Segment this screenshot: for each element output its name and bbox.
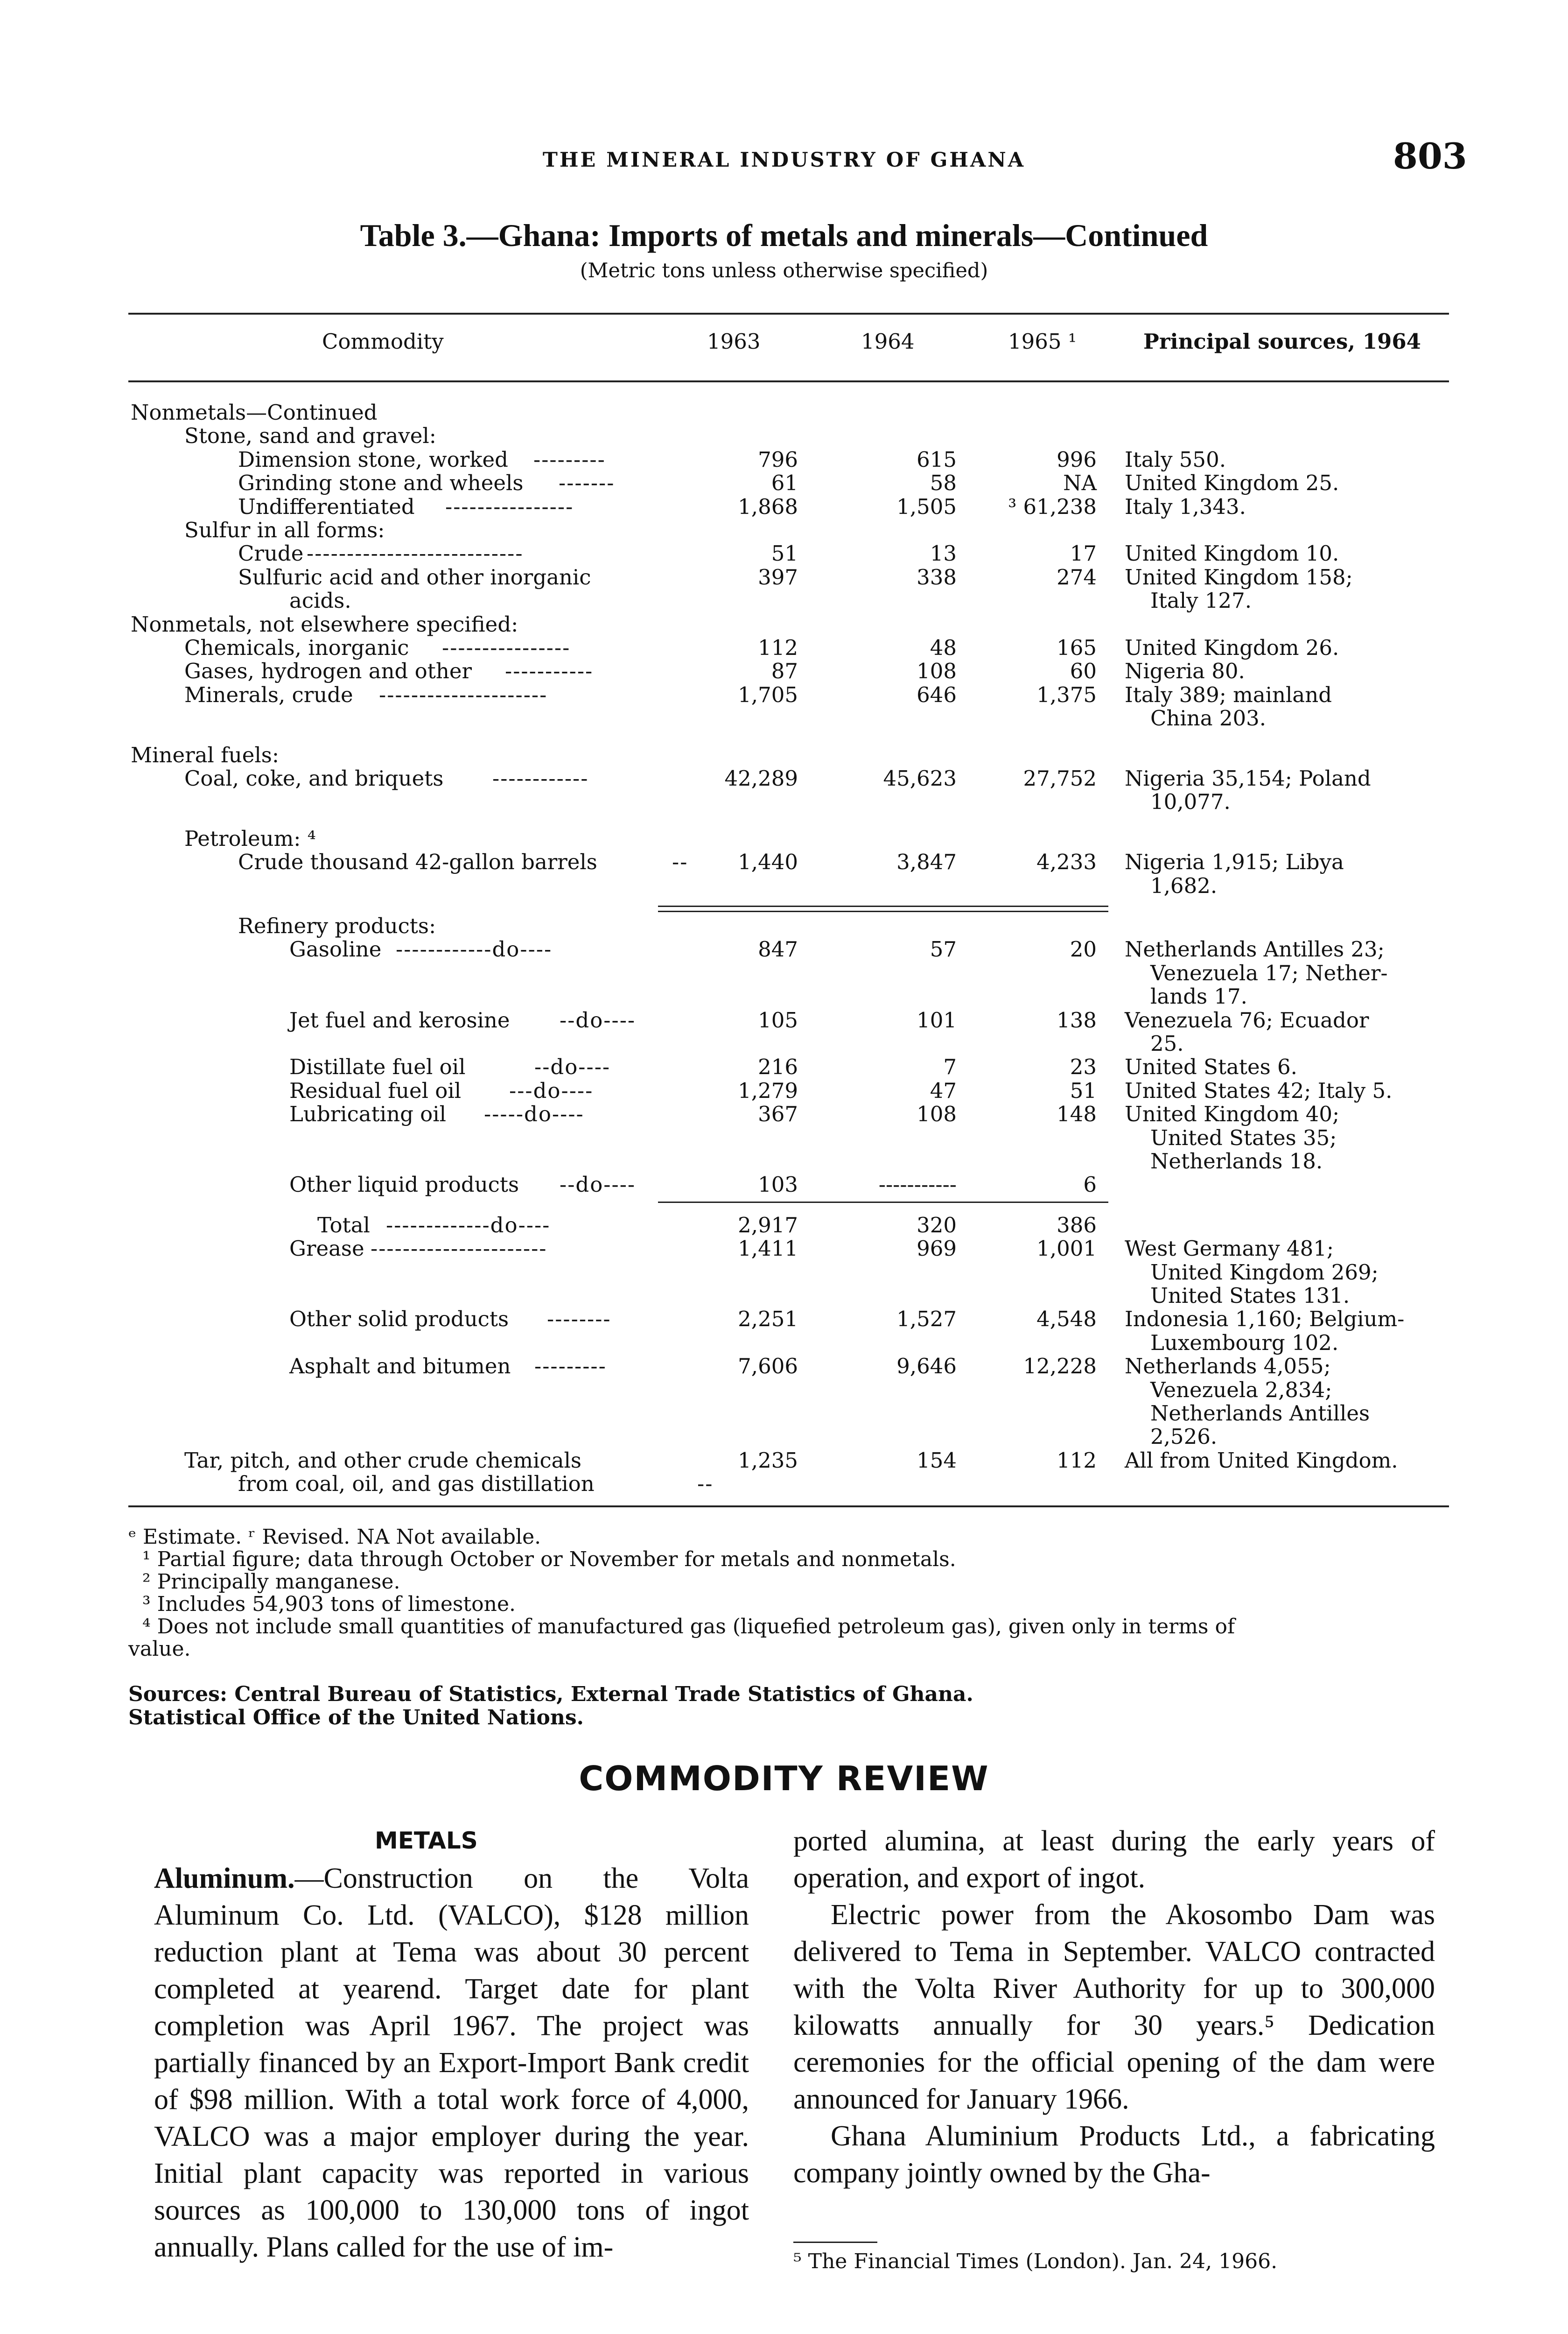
row-label: Other liquid products [289, 1172, 519, 1197]
cell-sources: China 203. [1150, 706, 1267, 731]
table-row [0, 448, 1568, 472]
cell-1963: 105 [758, 1007, 798, 1033]
row-label: Undifferentiated [238, 494, 415, 519]
cell-1963: 2,917 [738, 1212, 798, 1237]
table-row [0, 914, 1568, 938]
row-label: Stone, sand and gravel: [184, 423, 436, 449]
table-row [0, 518, 1568, 542]
column-header-sources: Principal sources, 1964 [1143, 329, 1421, 354]
cell-1965: 138 [1057, 1007, 1097, 1033]
sources-note [128, 1683, 973, 1706]
table-subtitle: (Metric tons unless otherwise specified) [580, 259, 988, 282]
table-row [0, 1079, 1568, 1103]
double-rule [658, 906, 1108, 912]
table-row [0, 961, 1568, 985]
footnote-line: value. [128, 1637, 191, 1661]
leader-dots: -- [697, 1471, 714, 1497]
aluminum-paragraph [154, 1860, 749, 2266]
cell-1965: 4,548 [1036, 1307, 1097, 1332]
footnote-line: ⁴ Does not include small quantities of manufactured gas (liquefied petroleum gas), given only in terms of [142, 1615, 1235, 1638]
leader-dots: ---------------- [442, 635, 571, 660]
table-row [0, 541, 1568, 566]
cell-1964: 108 [917, 1102, 957, 1127]
table-row [0, 683, 1568, 707]
cell-sources: Indonesia 1,160; Belgium- [1125, 1307, 1405, 1332]
cell-sources: United Kingdom 40; [1125, 1102, 1340, 1127]
cell-1965: 12,228 [1023, 1354, 1097, 1379]
table-row [0, 1378, 1568, 1402]
column-header-commodity: Commodity [322, 329, 444, 354]
footnote-rule [793, 2242, 877, 2243]
cell-1964: 615 [917, 447, 957, 472]
table-row [0, 1149, 1568, 1174]
column-header-1965: 1965 ¹ [1008, 329, 1077, 354]
table-row [0, 1213, 1568, 1237]
cell-sources: United States 6. [1125, 1055, 1297, 1080]
row-label: Coal, coke, and briquets [184, 766, 444, 791]
row-label: Gases, hydrogen and other [184, 659, 472, 684]
cell-sources: United States 35; [1150, 1125, 1337, 1150]
right-paragraph-1: ported alumina, at least during the early years of operation, and export of ingot. [793, 1825, 1435, 1894]
cell-sources: United Kingdom 25. [1125, 471, 1339, 496]
leader-dots: ---------------------- [371, 1236, 547, 1261]
row-label: Dimension stone, worked [238, 447, 508, 472]
cell-1965: 1,375 [1036, 682, 1097, 707]
cell-1964: 969 [917, 1236, 957, 1261]
table-row [0, 1448, 1568, 1473]
cell-sources: Nigeria 1,915; Libya [1125, 850, 1344, 875]
cell-sources: United Kingdom 269; [1150, 1259, 1379, 1285]
leader-dots: ------------do---- [396, 937, 553, 962]
table-row [0, 937, 1568, 962]
table-row [0, 1260, 1568, 1285]
row-label: Gasoline [289, 937, 382, 962]
cell-sources: Venezuela 76; Ecuador [1125, 1007, 1369, 1033]
cell-sources: 2,526. [1150, 1424, 1218, 1449]
cell-sources: Italy 550. [1125, 447, 1226, 472]
cell-1964: 7 [943, 1055, 957, 1080]
leader-dots: --------------------- [379, 682, 548, 707]
cell-sources: Netherlands Antilles [1150, 1401, 1370, 1426]
table-row [0, 589, 1568, 613]
cell-1965: 17 [1070, 541, 1097, 566]
cell-1964: 338 [917, 564, 957, 590]
cell-1965: 27,752 [1023, 766, 1097, 791]
leader-dots: -------------do---- [386, 1212, 551, 1237]
cell-1965: 386 [1057, 1212, 1097, 1237]
table-row [0, 659, 1568, 683]
leader-dots: -----do---- [484, 1102, 584, 1127]
footnote-line: ᵉ Estimate. ʳ Revised. NA Not available. [128, 1525, 541, 1549]
row-label: from coal, oil, and gas distillation [238, 1471, 595, 1497]
row-label: Grease [289, 1236, 364, 1261]
cell-sources: Nigeria 35,154; Poland [1125, 766, 1371, 791]
table-row [0, 424, 1568, 448]
cell-sources: Venezuela 17; Nether- [1150, 960, 1388, 985]
cell-1964: 9,646 [896, 1354, 957, 1379]
cell-1963: 1,440 [738, 850, 798, 875]
leader-dots: --do---- [534, 1055, 611, 1080]
cell-1965: 996 [1057, 447, 1097, 472]
cell-1963: 51 [771, 541, 798, 566]
cell-1963: 1,279 [738, 1078, 798, 1103]
cell-1964: 3,847 [896, 850, 957, 875]
cell-sources: Venezuela 2,834; [1150, 1377, 1332, 1402]
row-label: Petroleum: ⁴ [184, 826, 316, 851]
cell-1964: 48 [930, 635, 957, 660]
table-row [0, 743, 1568, 767]
column-header-1964: 1964 [861, 329, 915, 354]
table-row [0, 790, 1568, 814]
cell-1965: ³ 61,238 [1008, 494, 1097, 519]
footnote-line: ² Principally manganese. [142, 1570, 400, 1594]
cell-1964: 47 [930, 1078, 957, 1103]
cell-1963: 367 [758, 1102, 798, 1127]
leader-dots: ------- [559, 471, 615, 496]
cell-1963: 1,411 [738, 1236, 798, 1261]
row-label: Jet fuel and kerosine [289, 1007, 510, 1033]
sources-label: Sources: [128, 1682, 228, 1706]
cell-1963: 397 [758, 564, 798, 590]
sources-line-2: Statistical Office of the United Nations. [128, 1706, 584, 1729]
table-row [0, 1284, 1568, 1308]
cell-1963: 103 [758, 1172, 798, 1197]
cell-1964: 45,623 [883, 766, 957, 791]
cell-1964: 57 [930, 937, 957, 962]
section-heading: COMMODITY REVIEW [579, 1759, 989, 1798]
table-row [0, 1331, 1568, 1355]
row-label: Minerals, crude [184, 682, 353, 707]
aluminum-runin: Aluminum. [154, 1863, 295, 1894]
leader-dots: -- [672, 850, 688, 875]
row-label: Tar, pitch, and other crude chemicals [184, 1448, 581, 1473]
cell-1964: 13 [930, 541, 957, 566]
footnote-line: ³ Includes 54,903 tons of limestone. [142, 1592, 516, 1616]
table-row [0, 1173, 1568, 1197]
sources-line-1: Central Bureau of Statistics, External Trade Statistics of Ghana. [234, 1682, 973, 1706]
row-label: Mineral fuels: [131, 742, 280, 767]
cell-1965: 112 [1057, 1448, 1097, 1473]
table-row [0, 636, 1568, 660]
cell-1964: ----------- [878, 1172, 957, 1197]
cell-sources: Italy 389; mainland [1125, 682, 1332, 707]
cell-1963: 87 [771, 659, 798, 684]
table-row [0, 1354, 1568, 1378]
row-label: Distillate fuel oil [289, 1055, 466, 1080]
total-rule [658, 1202, 1108, 1203]
right-column [793, 1823, 1435, 2192]
cell-1965: 51 [1070, 1078, 1097, 1103]
table-row [0, 706, 1568, 731]
right-paragraph-2: Electric power from the Akosombo Dam was delivered to Tema in September. VALCO contracted with the Volta River Authority for up to 300,000 kilowatts annually for 30 years.⁵ Dedication ceremonies for the official opening of the dam were announced for January 1966. [793, 1899, 1435, 2115]
cell-sources: 1,682. [1150, 873, 1218, 898]
cell-1964: 1,505 [896, 494, 957, 519]
cell-1963: 2,251 [738, 1307, 798, 1332]
cell-sources: Luxembourg 102. [1150, 1330, 1339, 1355]
table-row [0, 1008, 1568, 1033]
row-label: Other solid products [289, 1307, 509, 1332]
cell-sources: United Kingdom 10. [1125, 541, 1339, 566]
row-label: Refinery products: [238, 914, 436, 938]
row-label: Total [317, 1212, 370, 1237]
table-row [0, 612, 1568, 637]
table-row [0, 850, 1568, 874]
cell-sources: Italy 1,343. [1125, 494, 1246, 519]
cell-1965: 165 [1057, 635, 1097, 660]
cell-1965: 20 [1070, 937, 1097, 962]
cell-sources: Netherlands 4,055; [1125, 1354, 1331, 1379]
row-label: Nonmetals—Continued [131, 400, 378, 425]
table-row [0, 1102, 1568, 1126]
table-row [0, 984, 1568, 1009]
table-row [0, 1472, 1568, 1496]
cell-sources: United States 42; Italy 5. [1125, 1078, 1393, 1103]
cell-sources: Netherlands Antilles 23; [1125, 937, 1385, 962]
table-bottom-rule [128, 1505, 1449, 1507]
cell-1964: 646 [917, 682, 957, 707]
cell-1965: 60 [1070, 659, 1097, 684]
section-subheading: METALS [375, 1827, 478, 1854]
table-row [0, 565, 1568, 590]
cell-sources: United Kingdom 26. [1125, 635, 1339, 660]
row-label: Grinding stone and wheels [238, 471, 524, 496]
cell-1963: 796 [758, 447, 798, 472]
table-title: Table 3.—Ghana: Imports of metals and minerals—Continued [360, 218, 1208, 253]
cell-sources: United Kingdom 158; [1125, 564, 1353, 590]
running-title: THE MINERAL INDUSTRY OF GHANA [542, 148, 1026, 172]
cell-sources: 10,077. [1150, 789, 1231, 815]
row-label: Asphalt and bitumen [289, 1354, 511, 1379]
leader-dots: ----------- [505, 659, 594, 684]
cell-sources: 25. [1150, 1031, 1184, 1056]
cell-1963: 216 [758, 1055, 798, 1080]
cell-1964: 1,527 [896, 1307, 957, 1332]
table-row [0, 1032, 1568, 1056]
table-row [0, 1425, 1568, 1449]
row-label: Residual fuel oil [289, 1078, 462, 1103]
table-row [0, 471, 1568, 495]
table-top-rule [128, 313, 1449, 315]
leader-dots: --------- [534, 1354, 607, 1379]
table-row [0, 1126, 1568, 1150]
cell-1965: 1,001 [1036, 1236, 1097, 1261]
leader-dots: ---------------- [445, 494, 574, 519]
table-row [0, 1401, 1568, 1426]
row-label: Nonmetals, not elsewhere specified: [131, 612, 518, 637]
cell-1965: 4,233 [1036, 850, 1097, 875]
right-paragraph-3: Ghana Aluminium Products Ltd., a fabricating company jointly owned by the Gha- [793, 2120, 1435, 2189]
cell-1964: 108 [917, 659, 957, 684]
cell-1964: 58 [930, 471, 957, 496]
cell-sources: Nigeria 80. [1125, 659, 1245, 684]
leader-dots: ---do---- [509, 1078, 594, 1103]
table-row [0, 1237, 1568, 1261]
cell-1965: 274 [1057, 564, 1097, 590]
leader-dots: --------------------------- [307, 541, 524, 566]
leader-dots: --do---- [560, 1172, 636, 1197]
footnote-5: ⁵ The Financial Times (London). Jan. 24, 1966. [793, 2250, 1278, 2273]
cell-1963: 42,289 [724, 766, 798, 791]
row-label: Crude [238, 541, 304, 566]
row-label: acids. [289, 588, 351, 613]
cell-sources: lands 17. [1150, 984, 1247, 1009]
table-row [0, 827, 1568, 851]
cell-1964: 320 [917, 1212, 957, 1237]
table-row [0, 1307, 1568, 1331]
cell-1965: NA [1063, 471, 1097, 496]
leader-dots: -------- [547, 1307, 611, 1332]
row-label: Sulfur in all forms: [184, 518, 385, 542]
page-number: 803 [1393, 135, 1467, 177]
cell-1964: 154 [917, 1448, 957, 1473]
row-label: Crude thousand 42-gallon barrels [238, 850, 597, 875]
cell-1963: 1,868 [738, 494, 798, 519]
cell-sources: Italy 127. [1150, 588, 1252, 613]
cell-1965: 6 [1083, 1172, 1097, 1197]
table-row [0, 401, 1568, 425]
row-label: Chemicals, inorganic [184, 635, 409, 660]
cell-1965: 23 [1070, 1055, 1097, 1080]
cell-sources: All from United Kingdom. [1125, 1448, 1398, 1473]
footnote-line: ¹ Partial figure; data through October or November for metals and nonmetals. [142, 1547, 956, 1571]
table-row [0, 495, 1568, 519]
cell-1963: 112 [758, 635, 798, 660]
leader-dots: --------- [533, 447, 606, 472]
aluminum-text: —Construction on the Volta Aluminum Co. Ltd. (VALCO), $128 million reduction plant at Tema was about 30 percent completed at yearend. Target date for plant completion was April 1967. The project was partially financed by an Export-Import Bank credit of $98 million. With a total work force of 4,000, VALCO was a major employer during the year. Initial plant capacity was reported in various sources as 100,000 to 130,000 tons of ingot annually. Plans called for the use of im- [154, 1863, 749, 2263]
cell-sources: United States 131. [1150, 1283, 1350, 1308]
leader-dots: ------------ [492, 766, 589, 791]
leader-dots: --do---- [560, 1007, 636, 1033]
table-row [0, 1055, 1568, 1079]
cell-1963: 1,235 [738, 1448, 798, 1473]
cell-1963: 847 [758, 937, 798, 962]
row-label: Sulfuric acid and other inorganic [238, 564, 591, 590]
cell-1963: 7,606 [738, 1354, 798, 1379]
table-header-rule [128, 380, 1449, 382]
cell-1965: 148 [1057, 1102, 1097, 1127]
row-label: Lubricating oil [289, 1102, 447, 1127]
table-row [0, 766, 1568, 791]
cell-1963: 1,705 [738, 682, 798, 707]
cell-1964: 101 [917, 1007, 957, 1033]
cell-sources: Netherlands 18. [1150, 1149, 1323, 1174]
column-header-1963: 1963 [707, 329, 761, 354]
cell-1963: 61 [771, 471, 798, 496]
left-column [154, 1860, 749, 2266]
cell-sources: West Germany 481; [1125, 1236, 1334, 1261]
table-row [0, 874, 1568, 898]
